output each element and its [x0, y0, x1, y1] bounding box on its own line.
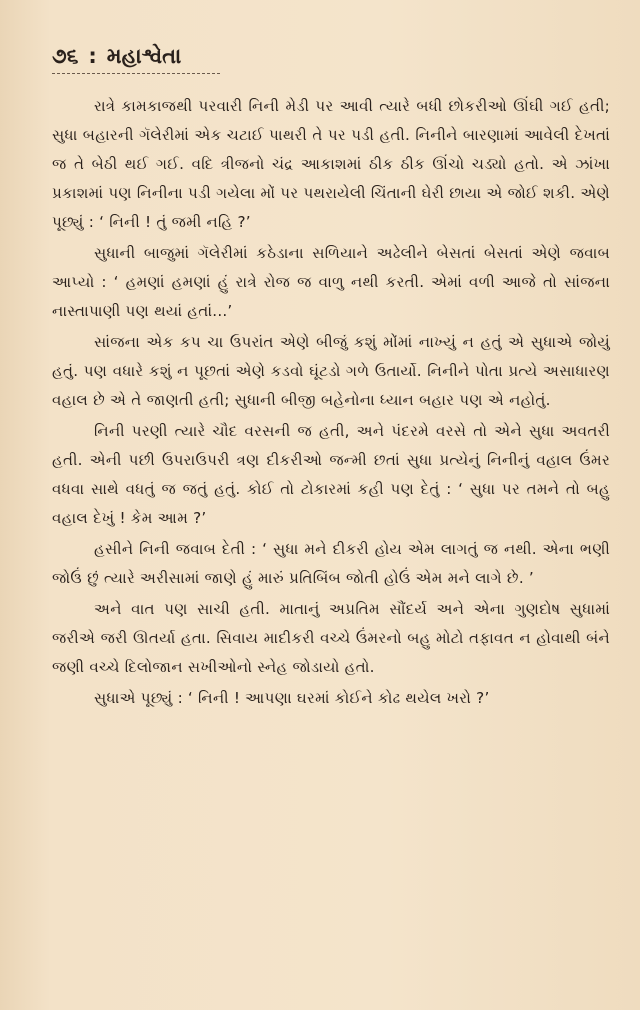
page-number: ૭૬ — [52, 44, 79, 68]
paragraph-5: હસીને નિની જવાબ દેતી : ‘ સુધા મને દીકરી હોય એમ લાગતું જ નથી. એના ભણી જોઉં છું ત્યારે અરીસામાં જાણે હું મારું પ્રતિબિંબ જોતી હોઉં એમ મને લાગે છે. ’ — [52, 540, 610, 587]
paragraph-7: સુધાએ પૂછ્યું : ‘ નિની ! આપણા ઘરમાં કોઈને કોઢ થયેલ ખરો ?’ — [94, 689, 490, 707]
paragraph-6: અને વાત પણ સાચી હતી. માતાનું અપ્રતિમ સૌંદર્ય અને એના ગુણદોષ સુધામાં જરીએ જરી ઊતર્યા હતા. સિવાય માદીકરી વચ્ચે ઉંમરનો બહુ મોટો તફાવત ન હોવાથી બંને જણી વચ્ચે દિલોજાન સખીઓનો સ્નેહ જોડાયો હતો. — [52, 600, 610, 676]
paragraph-3: સાંજના એક કપ ચા ઉપરાંત એણે બીજું કશું મોંમાં નાખ્યું ન હતું એ સુધાએ જોયું હતું. પણ વધારે કશું ન પૂછતાં એણે કડવો ઘૂંટડો ગળે ઉતાર્યો. નિનીને પોતા પ્રત્યે અસાધારણ વહાલ છે એ તે જાણતી હતી; સુધાની બીજી બહેનોના ધ્યાન બહાર પણ એ નહોતું. — [52, 333, 610, 409]
paragraph-1: રાત્રે કામકાજથી પરવારી નિની મેડી પર આવી ત્યારે બધી છોકરીઓ ઊંઘી ગઈ હતી; સુધા બહારની ગૅલેરીમાં એક ચટાઈ પાથરી તે પર પડી હતી. નિનીને બારણામાં આવેલી દેખતાં જ તે બેઠી થઈ ગઈ. વદિ ત્રીજનો ચંદ્ર આકાશમાં ઠીક ઠીક ઊંચો ચડ્યો હતો. એ ઝાંખા પ્રકાશમાં પણ નિનીના પડી ગયેલા મોં પર પથરાયેલી ચિંતાની ઘેરી છાયા એ જોઈ શકી. એણે પૂછ્યું : ‘ નિની ! તું જમી નહિ ?’ — [52, 97, 610, 231]
header-rule — [52, 73, 220, 74]
header-separator: : — [88, 44, 97, 68]
paragraph-2: સુધાની બાજુમાં ગૅલેરીમાં કઠેડાના સળિયાને અઢેલીને બેસતાં બેસતાં એણે જવાબ આપ્યો : ‘ હમણાં હમણાં હું રાત્રે રોજ જ વાળુ નથી કરતી. એમાં વળી આજે તો સાંજના નાસ્તાપાણી પણ થયાં હતાં...’ — [52, 244, 610, 320]
chapter-title: મહાશ્વેતા — [106, 44, 182, 68]
page-header — [52, 44, 610, 69]
paragraph-4: નિની પરણી ત્યારે ચૌદ વરસની જ હતી, અને પંદરમે વરસે તો એને સુધા અવતરી હતી. એની પછી ઉપરાઉપરી ત્રણ દીકરીઓ જન્મી છતાં સુધા પ્રત્યેનું નિનીનું વહાલ ઉંમર વધવા સાથે વધતું જ જતું હતું. કોઈ તો ટોકારમાં કહી પણ દેતું : ‘ સુધા પર તમને તો બહુ વહાલ દેખું ! કેમ આમ ?’ — [52, 422, 610, 527]
